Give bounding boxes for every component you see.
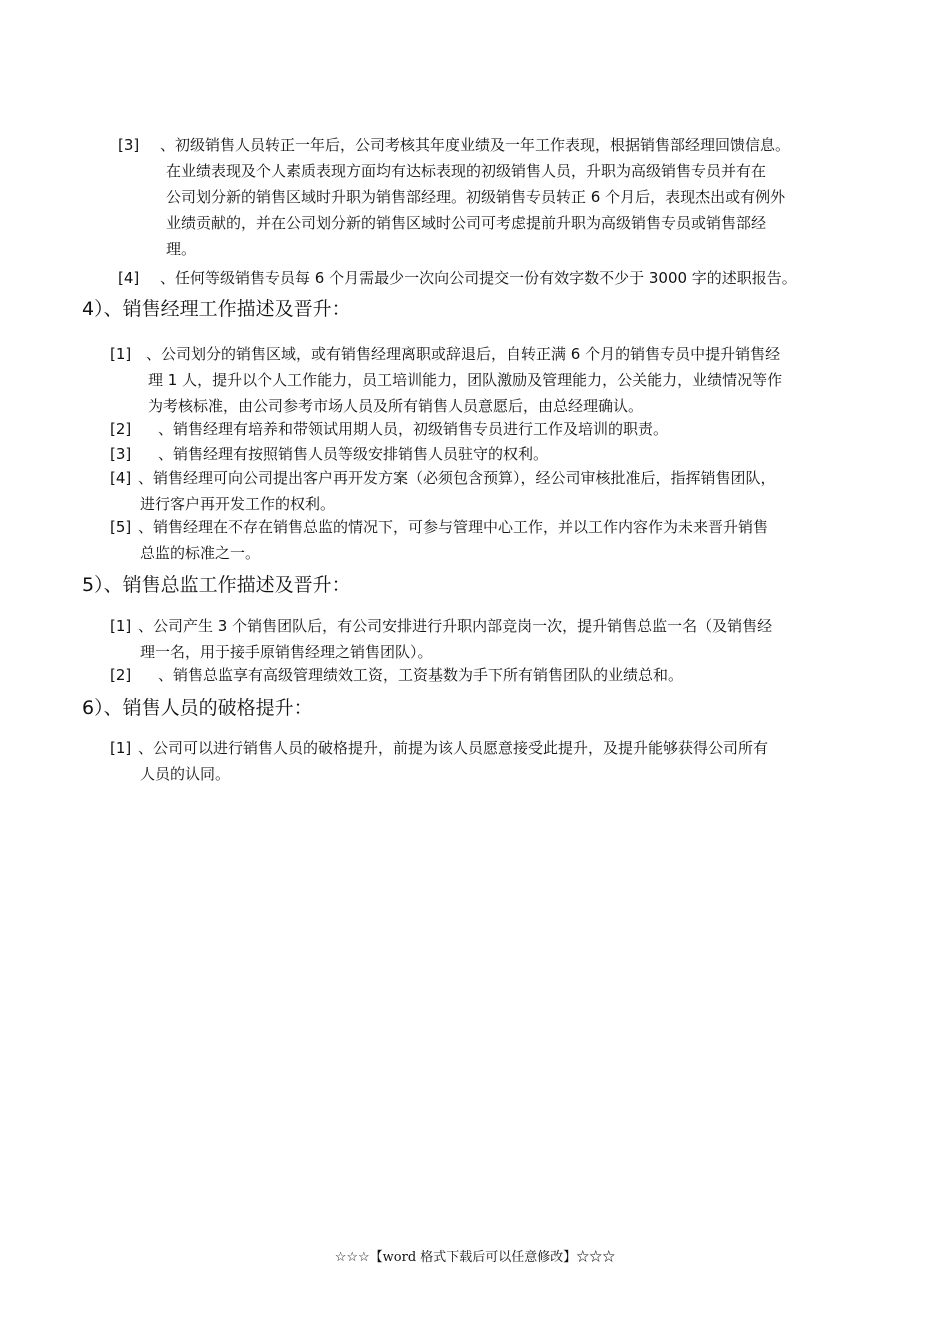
item-text: 、初级销售人员转正一年后，公司考核其年度业绩及一年工作表现，根据销售部经理回馈信息。 在业绩表现及个人素质表现方面均有达标表现的初级销售人员，升职为高级销售专员并有在 公司划分新的销售区域时升职为销售部经理。初级销售专员转正 6 个月后，表现杰出或有例外 业绩贡献的，并在公司划分新的销售区域时公司可考虑提前升职为高级销售专员或销售部经 理。 bbox=[160, 136, 791, 258]
item-number: [3] bbox=[110, 445, 132, 463]
section-heading-5: 5）、销售总监工作描述及晋升： bbox=[82, 574, 351, 596]
item-number: [5] bbox=[110, 518, 132, 536]
item-number: [1] bbox=[110, 739, 132, 757]
section-heading-4: 4）、销售经理工作描述及晋升： bbox=[82, 298, 351, 320]
list-item-5-1 bbox=[110, 613, 870, 665]
page-footer: ☆☆☆【word 格式下载后可以任意修改】☆☆☆ bbox=[334, 1250, 616, 1265]
section-heading-6: 6）、销售人员的破格提升： bbox=[82, 697, 313, 719]
item-text: 、公司划分的销售区域，或有销售经理离职或辞退后，自转正满 6 个月的销售专员中提升销售经 理 1 人，提升以个人工作能力，员工培训能力，团队激励及管理能力，公关能力，业绩情况等作 为考核标准，由公司参考市场人员及所有销售人员意愿后，由总经理确认。 bbox=[146, 345, 783, 415]
item-text: 、销售经理在不存在销售总监的情况下，可参与管理中心工作，并以工作内容作为未来晋升销售 总监的标准之一。 bbox=[138, 518, 769, 562]
item-text: 、公司产生 3 个销售团队后，有公司安排进行升职内部竞岗一次，提升销售总监一名（及销售经 理一名，用于接手原销售经理之销售团队）。 bbox=[138, 617, 773, 661]
list-item-4-5 bbox=[110, 514, 870, 566]
item-number: [1] bbox=[110, 345, 132, 363]
item-text: 、销售经理有培养和带领试用期人员，初级销售专员进行工作及培训的职责。 bbox=[158, 420, 669, 438]
item-number: [4] bbox=[118, 269, 140, 287]
item-number: [4] bbox=[110, 469, 132, 487]
item-text: 、销售经理有按照销售人员等级安排销售人员驻守的权利。 bbox=[158, 445, 549, 463]
list-item-4-4 bbox=[110, 465, 870, 517]
list-item-4-1 bbox=[110, 341, 870, 419]
item-number: [2] bbox=[110, 666, 132, 684]
list-item-6-1 bbox=[110, 735, 870, 787]
list-item-3-3 bbox=[118, 132, 874, 262]
item-text: 、公司可以进行销售人员的破格提升，前提为该人员愿意接受此提升，及提升能够获得公司所有 人员的认同。 bbox=[138, 739, 769, 783]
item-text: 、销售经理可向公司提出客户再开发方案（必须包含预算），经公司审核批准后，指挥销售团队， 进行客户再开发工作的权利。 bbox=[138, 469, 776, 513]
item-text: 、销售总监享有高级管理绩效工资，工资基数为手下所有销售团队的业绩总和。 bbox=[158, 666, 684, 684]
item-number: [1] bbox=[110, 617, 132, 635]
item-number: [2] bbox=[110, 420, 132, 438]
list-item-4-3 bbox=[110, 441, 870, 467]
list-item-4-2 bbox=[110, 416, 870, 442]
item-text: 、任何等级销售专员每 6 个月需最少一次向公司提交一份有效字数不少于 3000 字的述职报告。 bbox=[160, 269, 797, 287]
list-item-3-4 bbox=[118, 265, 874, 291]
list-item-5-2 bbox=[110, 662, 870, 688]
item-number: [3] bbox=[118, 136, 140, 154]
